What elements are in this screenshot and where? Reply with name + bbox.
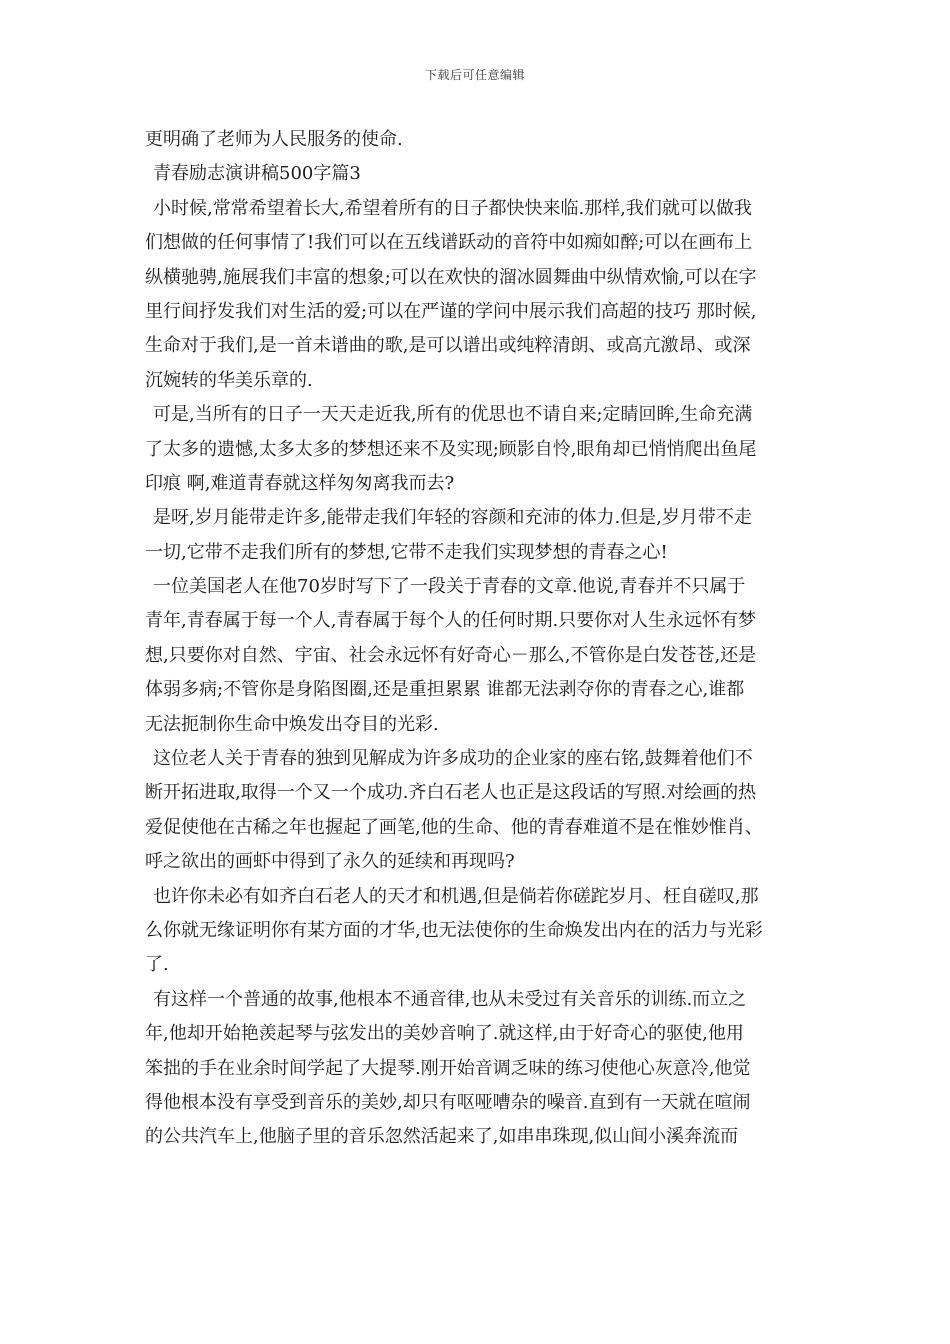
text-line: 更明确了老师为人民服务的使命. (145, 129, 403, 150)
text-line: 印痕 啊,难道青春就这样匆匆离我而去? (145, 472, 455, 494)
text-line: 纵横驰骋,施展我们丰富的想象;可以在欢快的溜冰圆舞曲中纵情欢愉,可以在字 (145, 266, 757, 288)
text-line: 爱促使他在古稀之年也握起了画笔,他的生命、他的青春难道不是在惟妙惟肖、 (145, 816, 763, 838)
text-line: 小时候,常常希望着长大,希望着所有的日子都快快来临.那样,我们就可以做我 (153, 197, 752, 219)
text-line: 青年,青春属于每一个人,青春属于每个人的任何时期.只要你对人生永远怀有梦 (145, 610, 757, 632)
text-line: 无法扼制你生命中焕发出夺目的光彩. (145, 713, 439, 735)
text-line: 们想做的任何事情了!我们可以在五线谱跃动的音符中如痴如醉;可以在画布上 (145, 232, 753, 254)
text-line: 呼之欲出的画虾中得到了永久的延续和再现吗? (145, 851, 515, 873)
text-line: 一位美国老人在他70岁时写下了一段关于青春的文章.他说,青春并不只属于 (153, 576, 746, 598)
text-line: 生命对于我们,是一首未谱曲的歌,是可以谱出或纯粹清朗、或高亢激昂、或深 (145, 335, 751, 357)
text-line: 体弱多病;不管你是身陷图圈,还是重担累累 谁都无法剥夺你的青春之心,谁都 (145, 679, 745, 701)
text-line: 么你就无缘证明你有某方面的才华,也无法使你的生命焕发出内在的活力与光彩 (145, 919, 763, 941)
text-line: 一切,它带不走我们所有的梦想,它带不走我们实现梦想的青春之心! (145, 541, 668, 563)
text-line: 了太多的遗憾,太多太多的梦想还来不及实现;顾影自怜,眼角却已悄悄爬出鱼尾 (145, 438, 757, 460)
text-line: 是呀,岁月能带走许多,能带走我们年轻的容颜和充沛的体力.但是,岁月带不走 (153, 507, 752, 529)
text-line: 里行间抒发我们对生活的爱;可以在严谨的学问中展示我们高超的技巧 那时候, (145, 300, 757, 322)
text-line: 得他根本没有享受到音乐的美妙,却只有呕哑嘈杂的噪音.直到有一天就在喧闹 (145, 1091, 751, 1113)
text-line: 了. (145, 954, 169, 976)
text-line: 这位老人关于青春的独到见解成为许多成功的企业家的座右铭,鼓舞着他们不 (153, 748, 753, 770)
text-line: 可是,当所有的日子一天天走近我,所有的优思也不请自来;定睛回眸,生命充满 (153, 404, 753, 426)
page-header: 下载后可任意编辑 (424, 68, 525, 82)
text-line: 笨拙的手在业余时间学起了大提琴.刚开始音调乏味的练习使他心灰意冷,他觉 (145, 1057, 751, 1079)
text-line: 也许你未必有如齐白石老人的天才和机遇,但是倘若你磋跎岁月、枉自磋叹,那 (153, 885, 759, 907)
text-line: 有这样一个普通的故事,他根本不通音律,也从未受过有关音乐的训练.而立之 (153, 988, 747, 1010)
text-line: 断开拓进取,取得一个又一个成功.齐白石老人也正是这段话的写照.对绘画的热 (145, 782, 757, 804)
text-line: 沉婉转的华美乐章的. (145, 369, 313, 391)
section-title: 青春励志演讲稿500字篇3 (153, 163, 361, 185)
text-line: 的公共汽车上,他脑子里的音乐忽然活起来了,如串串珠现,似山间小溪奔流而 (145, 1126, 739, 1148)
text-line: 想,只要你对自然、宇宙、社会永远怀有好奇心－那么,不管你是白发苍苍,还是 (145, 644, 757, 666)
text-line: 年,他却开始艳羡起琴与弦发出的美妙音响了.就这样,由于好奇心的驱使,他用 (145, 1023, 744, 1045)
document-body (145, 123, 810, 1155)
